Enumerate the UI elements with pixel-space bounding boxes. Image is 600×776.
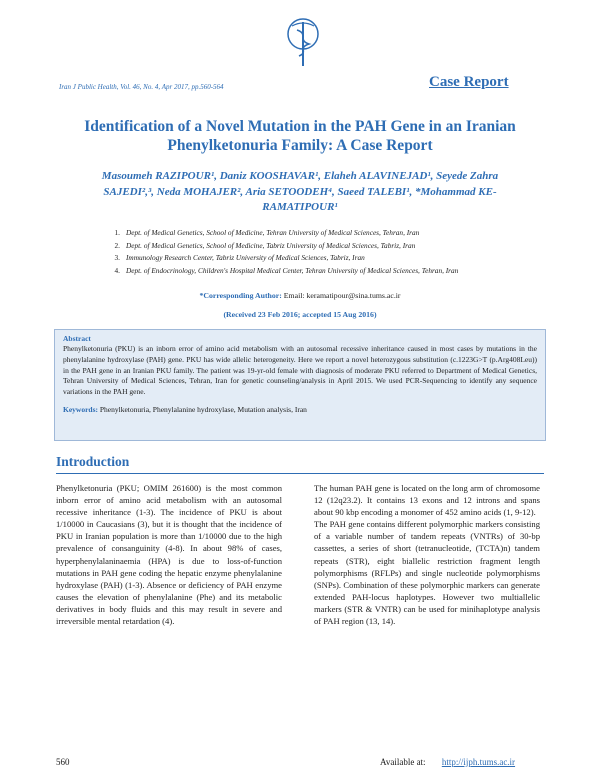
abstract-box bbox=[54, 329, 546, 441]
available-label: Available at: bbox=[380, 757, 426, 767]
corresponding-email[interactable]: Email: keramatipour@sina.tums.ac.ir bbox=[283, 291, 401, 300]
paragraph: Phenylketonuria (PKU; OMIM 261600) is the most common inborn error of amino acid metabolism with an autosomal recessive inheritance (1-3). The incidence of PKU is about 1/10000 in Caucasians (3), but it is thought that the incidence of PKU in Iranian population is more than 1/10000 due to the high prevalence of consanguinity (4-8). In about 98% of cases, hyperphenylalaninaemia (HPA) is due to loss-of-function mutations in PAH gene coding the hepatic enzyme phenylalanine hydroxylase (PAH) (1-3). Absence or deficiency of PAH enzyme causes the elevation of phenylalanine (Phe) and its metabolic derivatives in body fluids and this may result in severe and irreversible mental retardation (4). bbox=[56, 483, 282, 627]
author-line: RAMATIPOUR¹ bbox=[262, 201, 338, 213]
article-title: Identification of a Novel Mutation in the PAH Gene in an Iranian Phenylketonuria Family: A Case Report bbox=[84, 118, 516, 154]
abstract-heading: Abstract bbox=[63, 334, 91, 343]
section-heading-introduction: Introduction bbox=[56, 454, 130, 469]
article-type: Case Report bbox=[429, 74, 509, 90]
affiliation-number: 3. bbox=[114, 253, 120, 263]
affiliation-item bbox=[80, 265, 540, 278]
abstract-text: Phenylketonuria (PKU) is an inborn error of amino acid metabolism with an autosomal recessive inheritance caused in most cases by mutations in the phenylalanine hydroxylase (PAH) gene. PKU has wide allelic heterogeneity. Here we report a novel heterozygous substitution (c.1223G>T (p.Arg408Leu)) in the PAH gene in an Iranian PKU family. The patient was 19-yr-old female with diagnosis of moderate PKU referred to Department of Medical Genetics, Tehran University of Medical Sciences, Tehran, Iran for genetic counseling/analysis in April 2015. We used PCR-Sequencing to identify any sequence variations in the PAH gene. bbox=[63, 344, 537, 397]
affiliation-item bbox=[80, 252, 540, 265]
paragraph: The human PAH gene is located on the long arm of chromosome 12 (12q23.2). It contains 13 exons and 12 introns and spans about 90 kbp encoding a monomer of 452 amino acids (1, 9-12). bbox=[314, 483, 540, 518]
affiliation-text: Immunology Research Center, Tabriz University of Medical Sciences, Tabriz, Iran bbox=[126, 253, 365, 263]
journal-reference: Iran J Public Health, Vol. 46, No. 4, Apr 2017, pp.560-564 bbox=[59, 83, 224, 91]
affiliation-item bbox=[80, 240, 540, 253]
affiliation-text: Dept. of Medical Genetics, School of Medicine, Tabriz University of Medical Sciences, Tabriz, Iran bbox=[126, 240, 416, 250]
author-line: Masoumeh RAZIPOUR¹, Daniz KOOSHAVAR¹, Elaheh ALAVINEJAD¹, Seyede Zahra bbox=[101, 170, 499, 182]
journal-logo bbox=[286, 16, 320, 70]
page-number: 560 bbox=[56, 757, 70, 767]
corresponding-author bbox=[100, 291, 500, 300]
caduceus-logo-icon bbox=[286, 16, 320, 70]
author-list bbox=[60, 169, 540, 216]
availability bbox=[380, 757, 515, 767]
section-divider bbox=[56, 473, 544, 474]
journal-url-link[interactable]: http://ijph.tums.ac.ir bbox=[441, 757, 516, 767]
keywords bbox=[63, 405, 537, 414]
author-line: SAJEDI²,³, Neda MOHAJER², Aria SETOODEH⁴, Saeed TALEBI¹, *Mohammad KE- bbox=[103, 185, 497, 198]
affiliation-item bbox=[80, 227, 540, 240]
affiliation-number: 1. bbox=[114, 228, 120, 237]
affiliation-number: 4. bbox=[114, 266, 120, 276]
body-column-right bbox=[314, 482, 540, 627]
affiliation-text: Dept. of Medical Genetics, School of Medicine, Tehran University of Medical Sciences, Tehran, Iran bbox=[126, 228, 420, 237]
body-column-left bbox=[56, 482, 282, 627]
keywords-label: Keywords: bbox=[63, 404, 98, 414]
affiliation-list bbox=[80, 227, 540, 278]
received-dates: (Received 23 Feb 2016; accepted 15 Aug 2016) bbox=[223, 310, 377, 319]
affiliation-number: 2. bbox=[114, 240, 120, 250]
corresponding-label: *Corresponding Author: bbox=[199, 291, 282, 300]
paragraph: The PAH gene contains different polymorphic markers consisting of a variable number of tandem repeats (VNTRs) of 30-bp cassettes, a series of short (tetranucleotide, (TCTA)n) tandem repeats (STR), eight biallelic restriction fragment length polymorphisms (RFLPs) and single nucleotide polymorphisms (SNPs). Combination of these polymorphic markers can generate extended PAH-locus haplotypes. However two multiallelic markers (STR & VNTR) can be used for minihaplotype analysis of PAH region (13, 14). bbox=[314, 519, 540, 627]
keywords-text: Phenylketonuria, Phenylalanine hydroxylase, Mutation analysis, Iran bbox=[99, 404, 307, 414]
affiliation-text: Dept. of Endocrinology, Children's Hospital Medical Center, Tehran University of Medical Sciences, Tehran, Iran bbox=[126, 266, 459, 276]
